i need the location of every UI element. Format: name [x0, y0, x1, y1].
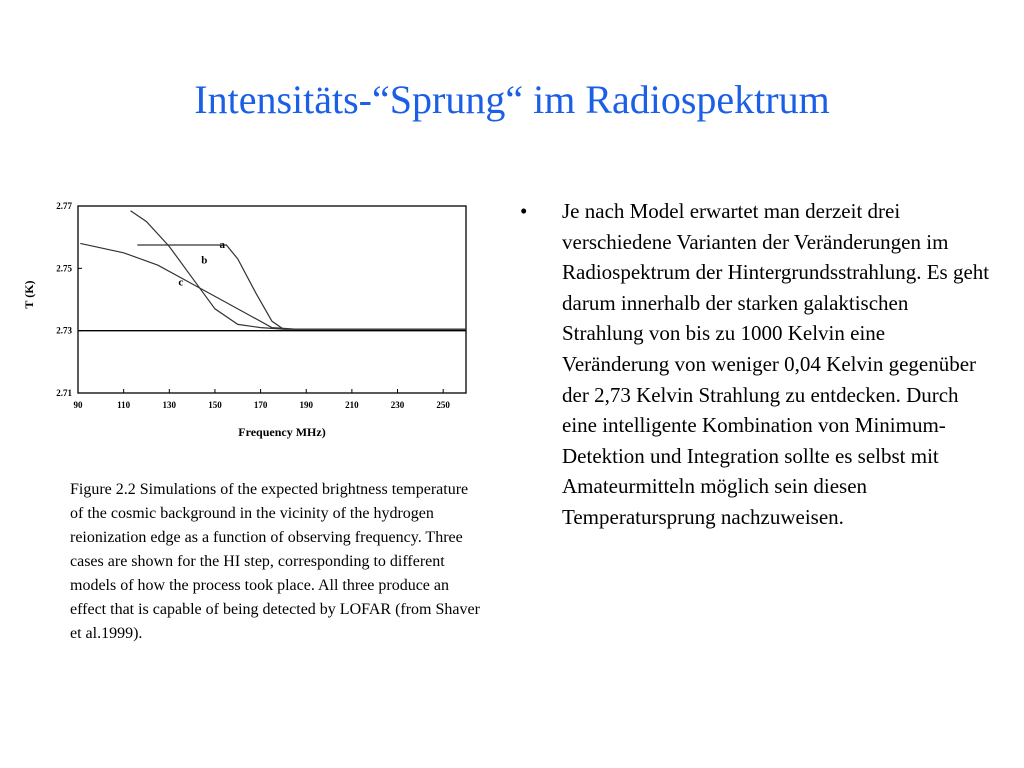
bullet-item [520, 196, 990, 533]
x-tick-label: 110 [117, 400, 131, 410]
y-tick-label: 2.73 [56, 325, 72, 336]
x-tick-label: 230 [390, 400, 405, 410]
plot-frame [78, 206, 466, 393]
y-tick-label: 2.71 [56, 388, 72, 398]
series-label-a: a [219, 239, 226, 252]
brightness-temperature-chart [20, 195, 480, 445]
x-tick-label: 190 [299, 400, 313, 410]
series-line-b [80, 243, 466, 329]
x-tick-label: 170 [253, 400, 268, 410]
figure-caption: Figure 2.2 Simulations of the expected brightness temperature of the cosmic background in the vicinity of the hydrogen reionization edge as a function of observing frequency. Three cases are shown for the HI step, corresponding to different models of how the process took place. All three produce an effect that is capable of being detected by LOFAR (from Shaver et al.1999). [70, 481, 480, 642]
x-tick-label: 90 [73, 400, 83, 410]
slide-title: Intensitäts-“Sprung“ im Radiospektrum [194, 77, 830, 122]
x-tick-label: 210 [345, 400, 359, 410]
y-axis-label: T (K) [22, 280, 36, 309]
y-tick-label: 2.77 [56, 201, 72, 211]
bullet-text: Je nach Model erwartet man derzeit drei verschiedene Varianten der Veränderungen im Radiospektrum der Hintergrundsstrahlung. Es geht darum innerhalb der starken galaktischen Strahlung von bis zu 1000 Kelvin eine Veränderung von weniger 0,04 Kelvin gegenüber der 2,73 Kelvin Strahlung zu entdecken. Durch eine intelligente Kombination von Minimum-Detektion und Integration sollte es selbst mit Amateurmitteln möglich sein diesen Temperatursprung nachzuweisen. [562, 199, 990, 529]
x-tick-label: 130 [162, 400, 177, 410]
x-axis-label: Frequency MHz) [238, 425, 326, 439]
bullet-list [520, 196, 990, 533]
series-label-b: b [201, 254, 208, 267]
y-tick-label: 2.75 [56, 263, 72, 274]
x-tick-label: 150 [208, 400, 222, 410]
series-line-c [131, 211, 467, 329]
x-tick-label: 250 [436, 400, 450, 410]
bullet-dot: • [520, 199, 528, 223]
chart-svg [20, 195, 480, 445]
series-label-c: c [178, 276, 184, 289]
series-line-a [137, 245, 466, 329]
